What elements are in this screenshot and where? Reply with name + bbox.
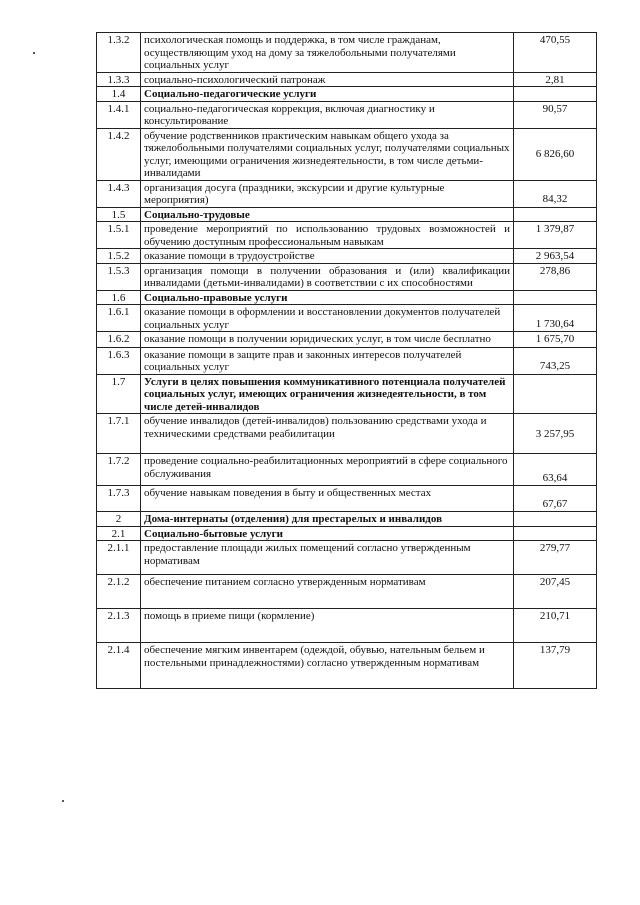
section-row (97, 374, 597, 414)
table-row (97, 609, 597, 643)
item-number: 1.7.1 (97, 414, 141, 454)
section-title: Социально-трудовые (141, 207, 514, 222)
service-name: обеспечение питанием согласно утвержденным нормативам (141, 575, 514, 609)
tariff-value (514, 87, 597, 102)
service-name: предоставление площади жилых помещений согласно утвержденным нормативам (141, 541, 514, 575)
table-row (97, 643, 597, 689)
table-row (97, 332, 597, 348)
tariff-value: 63,64 (514, 454, 597, 486)
tariff-value: 278,86 (514, 263, 597, 290)
tariff-value: 470,55 (514, 33, 597, 73)
table-row (97, 249, 597, 264)
section-title: Социально-бытовые услуги (141, 526, 514, 541)
service-name: обеспечение мягким инвентарем (одеждой, обувью, нательным бельем и постельными принадлежностями) согласно утвержденным нормативам (141, 643, 514, 689)
service-name: проведение социально-реабилитационных мероприятий в сфере социального обслуживания (141, 454, 514, 486)
item-number: 1.7 (97, 374, 141, 414)
table-row (97, 305, 597, 332)
service-name: организация помощи в получении образования и (или) квалификации инвалидами (детьми-инвалидами) в соответствии с их способностями (141, 263, 514, 290)
item-number: 1.6 (97, 290, 141, 305)
item-number: 1.5.2 (97, 249, 141, 264)
scan-speck (62, 800, 64, 802)
tariff-value: 1 730,64 (514, 305, 597, 332)
service-name: оказание помощи в защите прав и законных интересов получателей социальных услуг (141, 347, 514, 374)
item-number: 2.1 (97, 526, 141, 541)
tariff-value: 67,67 (514, 486, 597, 512)
services-price-table (96, 32, 597, 689)
tariff-value: 1 379,87 (514, 222, 597, 249)
tariff-value: 137,79 (514, 643, 597, 689)
item-number: 1.6.3 (97, 347, 141, 374)
item-number: 1.5.1 (97, 222, 141, 249)
tariff-value: 743,25 (514, 347, 597, 374)
table-row (97, 180, 597, 207)
section-row (97, 207, 597, 222)
table-row (97, 263, 597, 290)
item-number: 1.4.2 (97, 128, 141, 180)
service-name: психологическая помощь и поддержка, в том числе гражданам, осуществляющим уход на дому за тяжелобольными получателями социальных услуг (141, 33, 514, 73)
section-row (97, 512, 597, 527)
item-number: 1.5.3 (97, 263, 141, 290)
service-name: оказание помощи в трудоустройстве (141, 249, 514, 264)
tariff-value (514, 512, 597, 527)
table-row (97, 33, 597, 73)
table-row (97, 454, 597, 486)
service-name: обучение навыкам поведения в быту и общественных местах (141, 486, 514, 512)
item-number: 2.1.3 (97, 609, 141, 643)
item-number: 1.4.1 (97, 101, 141, 128)
section-row (97, 526, 597, 541)
section-title: Социально-педагогические услуги (141, 87, 514, 102)
table-row (97, 486, 597, 512)
table-row (97, 101, 597, 128)
table-row (97, 347, 597, 374)
service-name: помощь в приеме пищи (кормление) (141, 609, 514, 643)
item-number: 1.6.1 (97, 305, 141, 332)
service-name: оказание помощи в получении юридических услуг, в том числе бесплатно (141, 332, 514, 348)
service-name: обучение инвалидов (детей-инвалидов) пользованию средствами ухода и техническими средствами реабилитации (141, 414, 514, 454)
tariff-value: 210,71 (514, 609, 597, 643)
item-number: 1.7.3 (97, 486, 141, 512)
service-name: социально-психологический патронаж (141, 72, 514, 87)
table-row (97, 72, 597, 87)
section-title: Социально-правовые услуги (141, 290, 514, 305)
scan-speck (33, 52, 35, 54)
item-number: 1.7.2 (97, 454, 141, 486)
item-number: 2.1.1 (97, 541, 141, 575)
tariff-value: 90,57 (514, 101, 597, 128)
item-number: 1.3.2 (97, 33, 141, 73)
item-number: 2.1.2 (97, 575, 141, 609)
tariff-value (514, 290, 597, 305)
tariff-value: 3 257,95 (514, 414, 597, 454)
table-row (97, 128, 597, 180)
item-number: 2 (97, 512, 141, 527)
tariff-value: 2 963,54 (514, 249, 597, 264)
item-number: 1.4.3 (97, 180, 141, 207)
service-name: проведение мероприятий по использованию трудовых возможностей и обучению доступным профессиональным навыкам (141, 222, 514, 249)
service-name: обучение родственников практическим навыкам общего ухода за тяжелобольными получателями социальных услуг, получателями социальных услуг, имеющими ограничения жизнедеятельности, в том числе детьми-инвалидами (141, 128, 514, 180)
section-title: Дома-интернаты (отделения) для престарелых и инвалидов (141, 512, 514, 527)
section-row (97, 87, 597, 102)
tariff-value (514, 374, 597, 414)
section-title: Услуги в целях повышения коммуникативного потенциала получателей социальных услуг, имеющих ограничения жизнедеятельности, в том числе детей-инвалидов (141, 374, 514, 414)
item-number: 1.4 (97, 87, 141, 102)
tariff-value: 2,81 (514, 72, 597, 87)
item-number: 2.1.4 (97, 643, 141, 689)
table-row (97, 575, 597, 609)
item-number: 1.6.2 (97, 332, 141, 348)
tariff-value (514, 526, 597, 541)
tariff-value: 6 826,60 (514, 128, 597, 180)
tariff-value: 207,45 (514, 575, 597, 609)
service-name: оказание помощи в оформлении и восстановлении документов получателей социальных услуг (141, 305, 514, 332)
service-name: социально-педагогическая коррекция, включая диагностику и консультирование (141, 101, 514, 128)
tariff-value: 84,32 (514, 180, 597, 207)
table-row (97, 222, 597, 249)
tariff-value: 1 675,70 (514, 332, 597, 348)
section-row (97, 290, 597, 305)
table-body (97, 33, 597, 689)
service-name: организация досуга (праздники, экскурсии и другие культурные мероприятия) (141, 180, 514, 207)
item-number: 1.3.3 (97, 72, 141, 87)
table-row (97, 541, 597, 575)
tariff-value: 279,77 (514, 541, 597, 575)
tariff-value (514, 207, 597, 222)
item-number: 1.5 (97, 207, 141, 222)
table-row (97, 414, 597, 454)
